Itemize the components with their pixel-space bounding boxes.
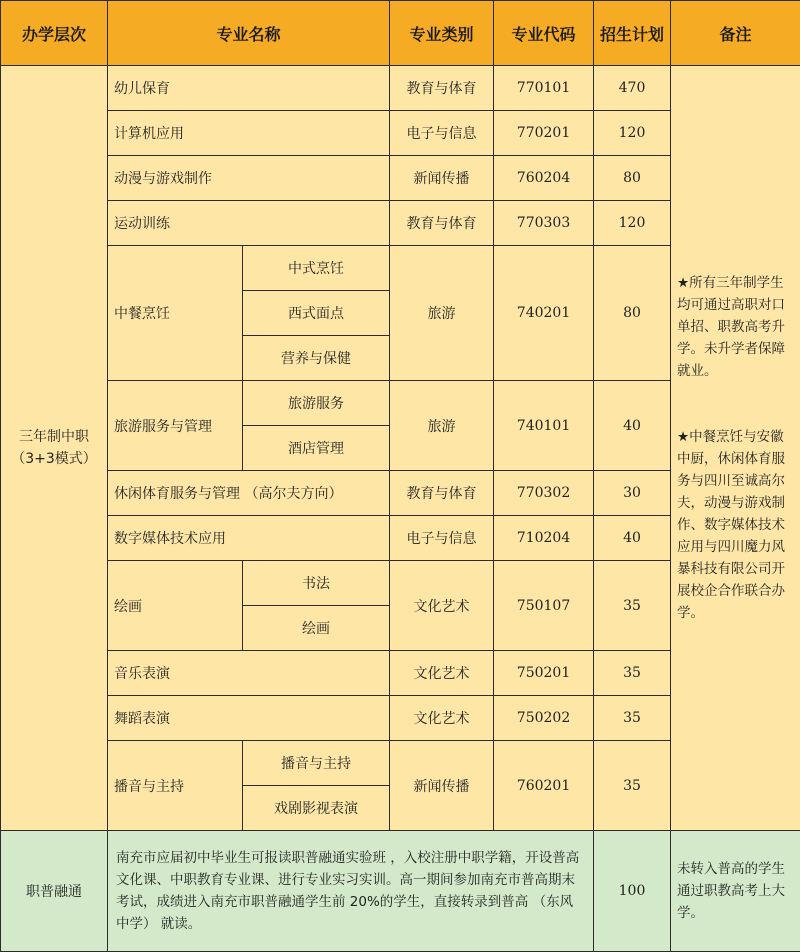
major-plan: 40 <box>594 516 671 561</box>
major-name: 绘画 <box>108 561 243 651</box>
general-plan: 100 <box>594 831 671 952</box>
table-row-general <box>1 831 800 952</box>
major-name: 动漫与游戏制作 <box>108 156 390 201</box>
major-code: 740201 <box>494 246 594 381</box>
major-code: 750202 <box>494 696 594 741</box>
sub-major: 营养与保健 <box>243 336 390 381</box>
major-plan: 80 <box>594 156 671 201</box>
major-code: 770201 <box>494 111 594 156</box>
major-category: 新闻传播 <box>390 741 494 831</box>
major-plan: 120 <box>594 111 671 156</box>
major-category: 电子与信息 <box>390 516 494 561</box>
general-level: 职普融通 <box>1 831 108 952</box>
sub-major: 播音与主持 <box>243 741 390 786</box>
major-name: 旅游服务与管理 <box>108 381 243 471</box>
general-remark: 未转入普高的学生通过职教高考上大学。 <box>671 831 800 952</box>
major-name: 中餐烹饪 <box>108 246 243 381</box>
major-category: 旅游 <box>390 246 494 381</box>
sub-major: 酒店管理 <box>243 426 390 471</box>
remark-cell <box>671 66 800 831</box>
major-name: 音乐表演 <box>108 651 390 696</box>
sub-major: 书法 <box>243 561 390 606</box>
header-name: 专业名称 <box>108 1 390 66</box>
level-cell <box>1 66 108 831</box>
table-row <box>1 66 800 111</box>
sub-major: 绘画 <box>243 606 390 651</box>
header-level: 办学层次 <box>1 1 108 66</box>
major-name: 数字媒体技术应用 <box>108 516 390 561</box>
major-name: 计算机应用 <box>108 111 390 156</box>
header-remark: 备注 <box>671 1 800 66</box>
level-line1: 三年制中职 <box>1 426 107 448</box>
major-name: 休闲体育服务与管理 （高尔夫方向） <box>108 471 390 516</box>
major-code: 770302 <box>494 471 594 516</box>
major-plan: 35 <box>594 741 671 831</box>
major-category: 旅游 <box>390 381 494 471</box>
major-name: 幼儿保育 <box>108 66 390 111</box>
major-code: 710204 <box>494 516 594 561</box>
major-plan: 40 <box>594 381 671 471</box>
major-code: 760201 <box>494 741 594 831</box>
major-plan: 470 <box>594 66 671 111</box>
major-code: 740101 <box>494 381 594 471</box>
major-plan: 80 <box>594 246 671 381</box>
header-category: 专业类别 <box>390 1 494 66</box>
major-category: 电子与信息 <box>390 111 494 156</box>
remark-p2: ★中餐烹饪与安徽中厨，休闲体育服务与四川至诚高尔夫，动漫与游戏制作、数字媒体技术应用与四川魔力风暴科技有限公司开展校企合作联合办学。 <box>677 426 794 624</box>
remark-p1: ★所有三年制学生均可通过高职对口单招、职教高考升学。未升学者保障就业。 <box>677 272 794 382</box>
sub-major: 旅游服务 <box>243 381 390 426</box>
major-plan: 30 <box>594 471 671 516</box>
major-plan: 35 <box>594 561 671 651</box>
header-plan: 招生计划 <box>594 1 671 66</box>
major-category: 教育与体育 <box>390 66 494 111</box>
major-category: 文化艺术 <box>390 696 494 741</box>
major-code: 770303 <box>494 201 594 246</box>
sub-major: 西式面点 <box>243 291 390 336</box>
general-description: 南充市应届初中毕业生可报读职普融通实验班 ，入校注册中职学籍，开设普高文化课、中职教育专业课、进行专业实习实训。高一期间参加南充市普高期末考试，成绩进入南充市职普融通学生前 20%的学生，直接转录到普高 （东风中学） 就读。 <box>108 831 594 952</box>
level-line2: （3+3模式） <box>1 448 107 470</box>
major-code: 770101 <box>494 66 594 111</box>
major-name: 播音与主持 <box>108 741 243 831</box>
sub-major: 中式烹饪 <box>243 246 390 291</box>
major-code: 750107 <box>494 561 594 651</box>
major-name: 运动训练 <box>108 201 390 246</box>
major-category: 教育与体育 <box>390 471 494 516</box>
major-category: 教育与体育 <box>390 201 494 246</box>
major-code: 760204 <box>494 156 594 201</box>
major-plan: 35 <box>594 696 671 741</box>
major-category: 文化艺术 <box>390 651 494 696</box>
major-plan: 120 <box>594 201 671 246</box>
header-code: 专业代码 <box>494 1 594 66</box>
sub-major: 戏剧影视表演 <box>243 786 390 831</box>
header-row <box>1 1 800 66</box>
major-code: 750201 <box>494 651 594 696</box>
major-name: 舞蹈表演 <box>108 696 390 741</box>
major-category: 新闻传播 <box>390 156 494 201</box>
major-category: 文化艺术 <box>390 561 494 651</box>
major-plan: 35 <box>594 651 671 696</box>
